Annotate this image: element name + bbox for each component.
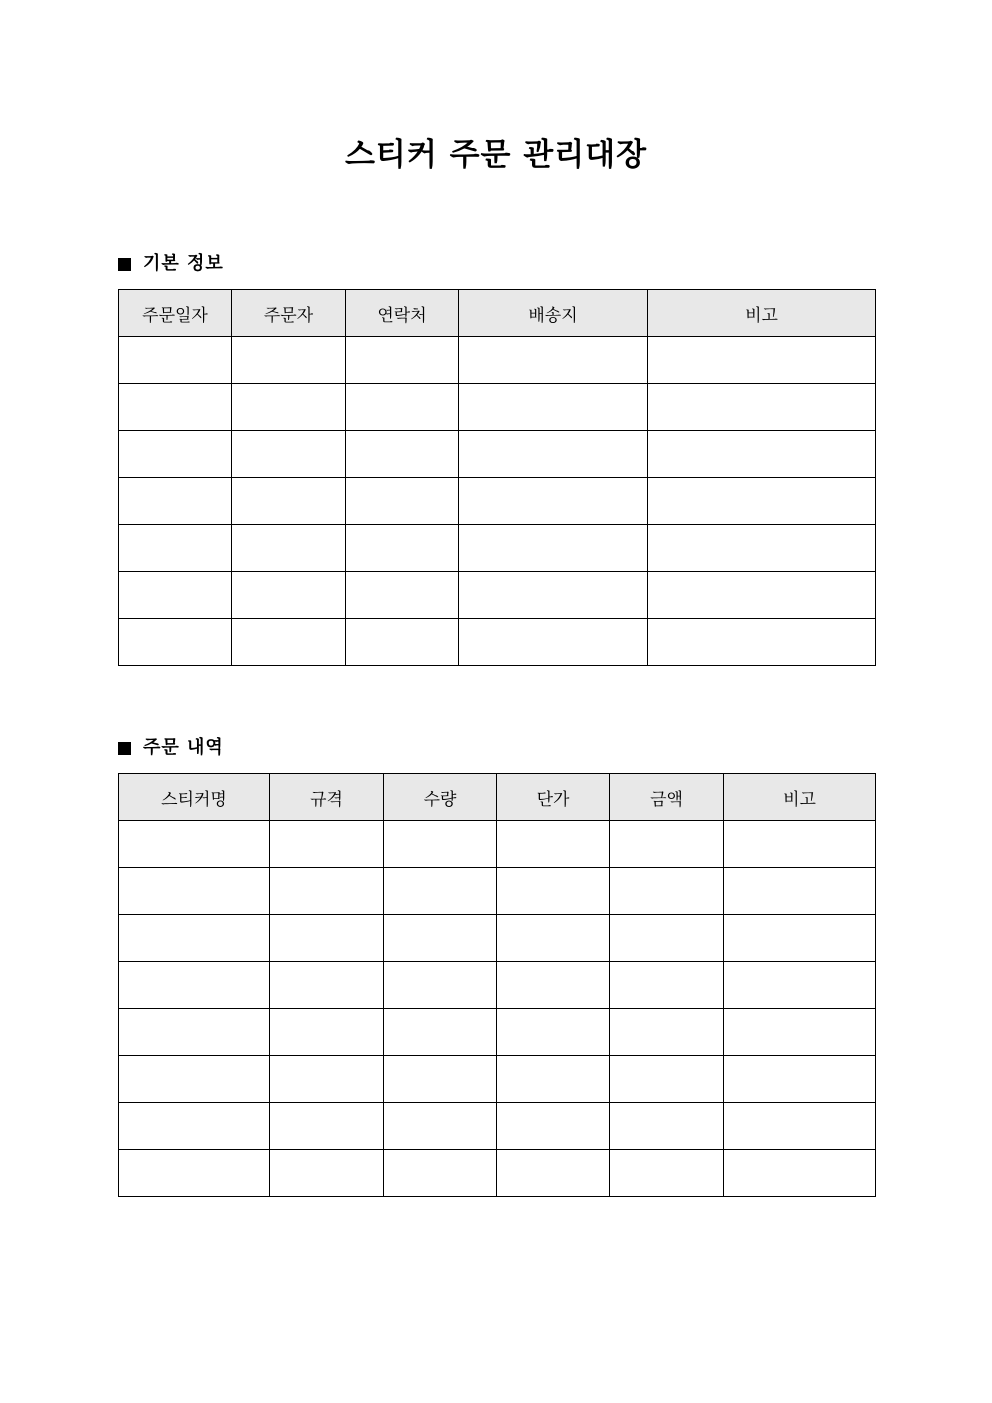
order-details-cell[interactable] — [610, 821, 724, 868]
order-details-cell[interactable] — [119, 962, 270, 1009]
order-details-cell[interactable] — [384, 1056, 497, 1103]
order-details-cell[interactable] — [384, 1150, 497, 1197]
basic-info-cell[interactable] — [119, 337, 232, 384]
order-details-cell[interactable] — [610, 1150, 724, 1197]
order-details-cell[interactable] — [497, 1056, 610, 1103]
basic-info-cell[interactable] — [459, 525, 648, 572]
order-details-cell[interactable] — [724, 1150, 876, 1197]
order-details-cell[interactable] — [270, 1056, 384, 1103]
table-row — [119, 431, 876, 478]
basic-info-cell[interactable] — [119, 384, 232, 431]
order-details-cell[interactable] — [384, 821, 497, 868]
order-details-cell[interactable] — [497, 1009, 610, 1056]
basic-info-cell[interactable] — [346, 478, 459, 525]
section-heading-label: 기본 정보 — [143, 253, 224, 274]
table-row — [119, 619, 876, 666]
order-details-cell[interactable] — [119, 1150, 270, 1197]
basic-info-cell[interactable] — [232, 431, 346, 478]
basic-info-cell[interactable] — [459, 478, 648, 525]
order-details-cell[interactable] — [270, 1103, 384, 1150]
basic-info-cell[interactable] — [346, 572, 459, 619]
basic-info-cell[interactable] — [648, 431, 876, 478]
order-details-cell[interactable] — [384, 962, 497, 1009]
basic-info-cell[interactable] — [346, 337, 459, 384]
order-details-cell[interactable] — [119, 1056, 270, 1103]
section-heading-label: 주문 내역 — [143, 737, 224, 758]
column-header-orderer: 주문자 — [232, 290, 346, 337]
table-row — [119, 962, 876, 1009]
table-row — [119, 821, 876, 868]
basic-info-cell[interactable] — [346, 619, 459, 666]
order-details-cell[interactable] — [384, 1103, 497, 1150]
basic-info-cell[interactable] — [232, 478, 346, 525]
basic-info-cell[interactable] — [648, 572, 876, 619]
basic-info-cell[interactable] — [648, 384, 876, 431]
order-details-cell[interactable] — [610, 1009, 724, 1056]
order-details-cell[interactable] — [270, 1009, 384, 1056]
basic-info-cell[interactable] — [232, 572, 346, 619]
order-details-cell[interactable] — [384, 915, 497, 962]
basic-info-cell[interactable] — [119, 572, 232, 619]
basic-info-cell[interactable] — [232, 384, 346, 431]
basic-info-cell[interactable] — [232, 337, 346, 384]
basic-info-cell[interactable] — [648, 525, 876, 572]
order-details-cell[interactable] — [497, 1150, 610, 1197]
order-details-cell[interactable] — [119, 868, 270, 915]
basic-info-cell[interactable] — [346, 431, 459, 478]
table-header-row — [119, 290, 876, 337]
page-title: 스티커 주문 관리대장 — [344, 137, 648, 173]
order-details-cell[interactable] — [610, 1056, 724, 1103]
column-header-amount: 금액 — [610, 774, 724, 821]
table-row — [119, 478, 876, 525]
table-row — [119, 1009, 876, 1056]
order-details-cell[interactable] — [119, 821, 270, 868]
section-heading-order-details — [118, 736, 224, 760]
order-details-cell[interactable] — [610, 1103, 724, 1150]
table-header-row — [119, 774, 876, 821]
order-details-cell[interactable] — [497, 962, 610, 1009]
basic-info-cell[interactable] — [648, 619, 876, 666]
order-details-cell[interactable] — [610, 962, 724, 1009]
order-details-cell[interactable] — [270, 915, 384, 962]
basic-info-cell[interactable] — [459, 619, 648, 666]
basic-info-cell[interactable] — [119, 431, 232, 478]
order-details-cell[interactable] — [270, 868, 384, 915]
basic-info-cell[interactable] — [459, 384, 648, 431]
order-details-cell[interactable] — [610, 868, 724, 915]
order-details-cell[interactable] — [724, 915, 876, 962]
basic-info-cell[interactable] — [648, 478, 876, 525]
basic-info-cell[interactable] — [119, 478, 232, 525]
basic-info-cell[interactable] — [648, 337, 876, 384]
basic-info-table — [118, 289, 876, 666]
basic-info-cell[interactable] — [459, 572, 648, 619]
order-details-table — [118, 773, 876, 1197]
basic-info-cell[interactable] — [119, 619, 232, 666]
column-header-order-date: 주문일자 — [119, 290, 232, 337]
order-details-cell[interactable] — [724, 868, 876, 915]
column-header-unit-price: 단가 — [497, 774, 610, 821]
table-row — [119, 572, 876, 619]
order-details-cell[interactable] — [119, 1009, 270, 1056]
table-row — [119, 868, 876, 915]
table-row — [119, 384, 876, 431]
order-details-cell[interactable] — [119, 1103, 270, 1150]
basic-info-cell[interactable] — [346, 525, 459, 572]
basic-info-cell[interactable] — [232, 619, 346, 666]
order-details-cell[interactable] — [270, 1150, 384, 1197]
column-header-quantity: 수량 — [384, 774, 497, 821]
basic-info-cell[interactable] — [232, 525, 346, 572]
basic-info-cell[interactable] — [459, 337, 648, 384]
column-header-sticker-name: 스티커명 — [119, 774, 270, 821]
column-header-remarks: 비고 — [648, 290, 876, 337]
column-header-size: 규격 — [270, 774, 384, 821]
order-details-cell[interactable] — [724, 821, 876, 868]
order-details-cell[interactable] — [270, 821, 384, 868]
table-row — [119, 337, 876, 384]
order-details-cell[interactable] — [497, 915, 610, 962]
basic-info-cell[interactable] — [459, 431, 648, 478]
order-details-cell[interactable] — [724, 1009, 876, 1056]
order-details-cell[interactable] — [724, 1056, 876, 1103]
column-header-shipping-address: 배송지 — [459, 290, 648, 337]
column-header-remarks: 비고 — [724, 774, 876, 821]
table-row — [119, 1150, 876, 1197]
square-bullet-icon — [118, 258, 131, 271]
order-details-cell[interactable] — [497, 1103, 610, 1150]
order-details-cell[interactable] — [497, 821, 610, 868]
order-details-cell[interactable] — [384, 868, 497, 915]
table-row — [119, 915, 876, 962]
square-bullet-icon — [118, 742, 131, 755]
order-details-cell[interactable] — [724, 962, 876, 1009]
order-details-cell[interactable] — [119, 915, 270, 962]
basic-info-cell[interactable] — [346, 384, 459, 431]
order-details-cell[interactable] — [270, 962, 384, 1009]
order-details-table-body — [119, 821, 876, 1197]
table-row — [119, 1056, 876, 1103]
order-details-cell[interactable] — [724, 1103, 876, 1150]
section-heading-basic-info — [118, 252, 224, 276]
order-details-cell[interactable] — [384, 1009, 497, 1056]
column-header-contact: 연락처 — [346, 290, 459, 337]
table-row — [119, 1103, 876, 1150]
order-details-cell[interactable] — [497, 868, 610, 915]
table-row — [119, 525, 876, 572]
order-details-cell[interactable] — [610, 915, 724, 962]
basic-info-cell[interactable] — [119, 525, 232, 572]
basic-info-table-body — [119, 337, 876, 666]
